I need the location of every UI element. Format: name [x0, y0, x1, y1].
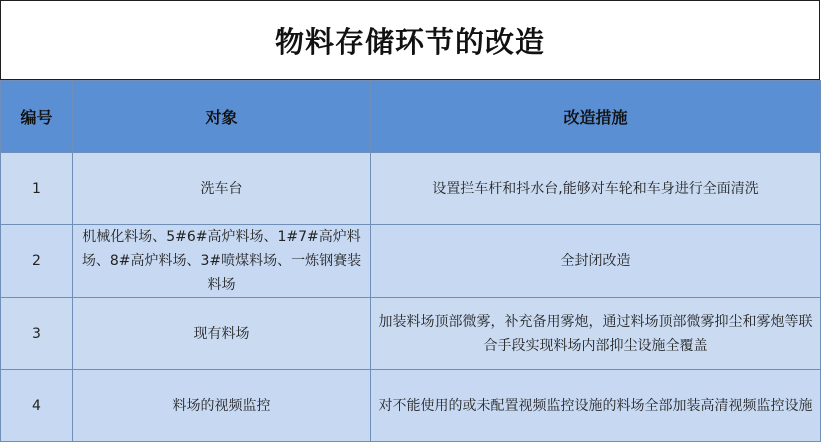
cell-object: 现有料场 — [73, 298, 371, 370]
cell-measures: 全封闭改造 — [371, 225, 821, 298]
cell-no: 1 — [1, 153, 73, 225]
header-row — [1, 81, 821, 153]
cell-measures: 设置拦车杆和抖水台,能够对车轮和车身进行全面清洗 — [371, 153, 821, 225]
table-row — [1, 225, 821, 298]
header-no: 编号 — [1, 81, 73, 153]
cell-measures: 加装料场顶部微雾，补充备用雾炮，通过料场顶部微雾抑尘和雾炮等联合手段实现料场内部抑尘设施全覆盖 — [371, 298, 821, 370]
renovation-table — [0, 80, 821, 442]
header-object: 对象 — [73, 81, 371, 153]
cell-no: 3 — [1, 298, 73, 370]
table-row — [1, 153, 821, 225]
page-title: 物料存储环节的改造 — [274, 24, 545, 59]
table-row — [1, 370, 821, 442]
cell-object: 洗车台 — [73, 153, 371, 225]
cell-object: 机械化料场、5#6#高炉料场、1#7#高炉料场、8#高炉料场、3#喷煤料场、一炼钢賽装料场 — [73, 225, 371, 298]
cell-no: 2 — [1, 225, 73, 298]
table-row — [1, 298, 821, 370]
cell-no: 4 — [1, 370, 73, 442]
header-measures: 改造措施 — [371, 81, 821, 153]
cell-object: 料场的视频监控 — [73, 370, 371, 442]
title-bar — [0, 0, 820, 80]
cell-measures: 对不能使用的或未配置视频监控设施的料场全部加装高清视频监控设施 — [371, 370, 821, 442]
